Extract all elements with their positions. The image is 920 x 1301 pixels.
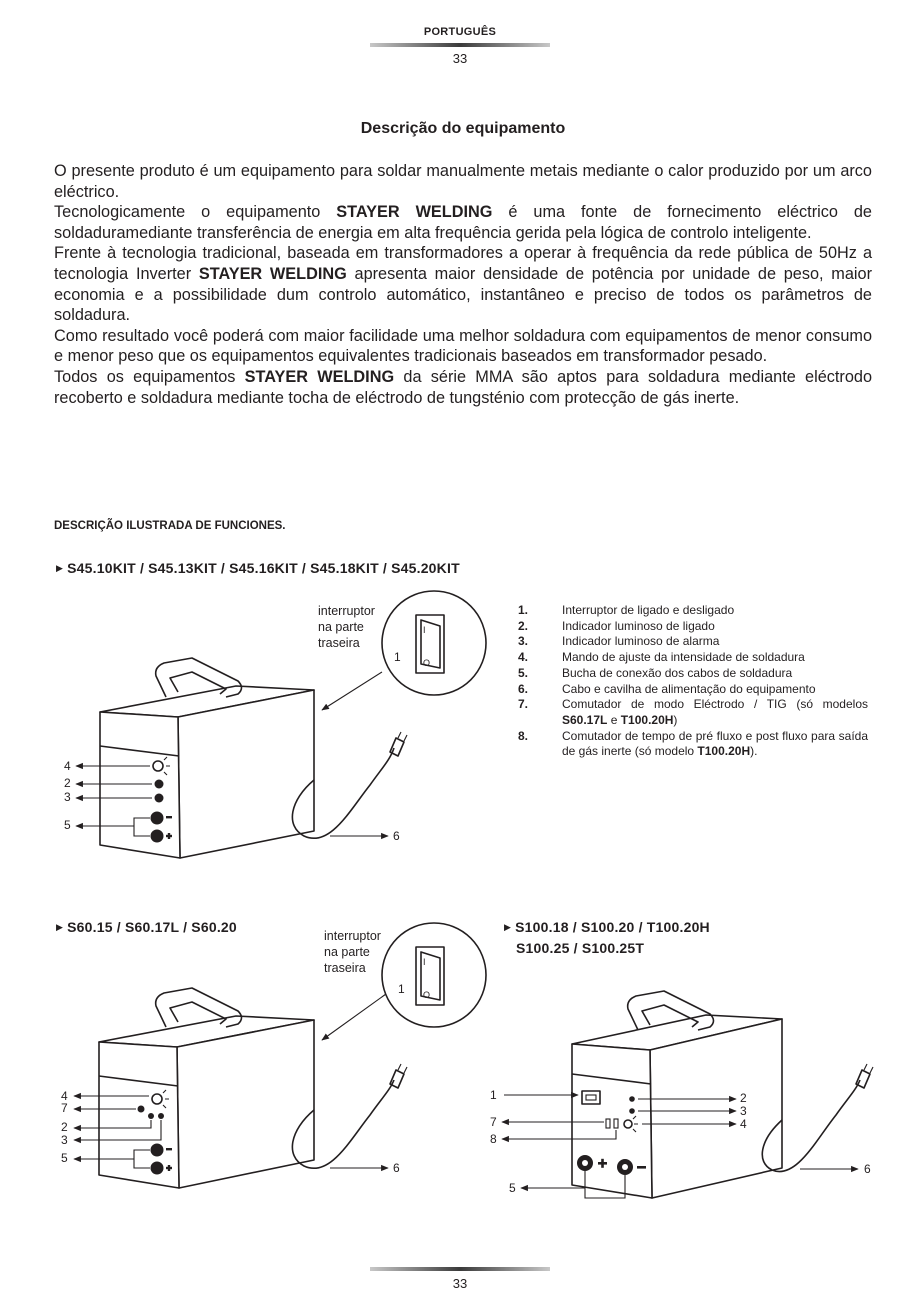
- alarm-indicator-icon: [629, 1108, 635, 1114]
- socket-plus-icon: [151, 830, 164, 843]
- mode-switch-icon: [138, 1106, 145, 1113]
- legend-item: 8. Comutador de tempo de pré fluxo e post fluxo para saída de gás inerte (só modelo T100.20H).: [518, 728, 868, 759]
- power-indicator-icon: [155, 780, 164, 789]
- footer-page-number: 33: [452, 1276, 468, 1291]
- machine-front: [99, 1042, 179, 1188]
- machine-front: [572, 1044, 652, 1198]
- callout-7: 7: [61, 1101, 68, 1115]
- illustrated-functions-heading: DESCRIÇÃO ILUSTRADA DE FUNCIONES.: [54, 520, 286, 532]
- callout-4: 4: [64, 759, 71, 773]
- callout-4: 4: [61, 1089, 68, 1103]
- welder-diagram-s100: [470, 985, 920, 1205]
- rear-switch-label-line3: traseira: [324, 961, 366, 975]
- rear-switch-label-line3: traseira: [318, 636, 360, 650]
- socket-minus-icon: [151, 812, 164, 825]
- legend-item: 7. Comutador de modo Eléctrodo / TIG (só modelos S60.17L e T100.20H): [518, 697, 868, 727]
- machine-side: [177, 1020, 314, 1188]
- header-divider: [370, 43, 550, 47]
- paragraph-3: Frente à tecnologia tradicional, baseada em transformadores a operar à frequência da rede pública de 50Hz a tecnologia Inverter STAYER WELDING apresenta maior densidade de potência por unidade de peso, maior economia e a possibilidade dum controlo automático, instantâneo e preciso de todos os parâmetros de soldadura.: [54, 244, 873, 325]
- switch-on-mark: I: [423, 957, 426, 967]
- power-indicator-icon: [148, 1113, 154, 1119]
- rear-switch-label-line2: na parte: [324, 945, 370, 959]
- callout-1: 1: [394, 650, 401, 664]
- callout-2: 2: [740, 1091, 747, 1105]
- legend-item: 3. Indicador luminoso de alarma: [518, 634, 720, 649]
- machine-side: [178, 690, 314, 858]
- switch-off-mark: O: [423, 658, 431, 668]
- welder-diagram-s45: [0, 590, 920, 860]
- legend-item: 2. Indicador luminoso de ligado: [518, 618, 715, 633]
- rear-switch-label-line1: interruptor: [324, 929, 381, 943]
- alarm-indicator-icon: [158, 1113, 164, 1119]
- triangle-bullet-icon: ▶: [56, 922, 64, 932]
- legend-item: 6. Cabo e cavilha de alimentação do equipamento: [518, 681, 816, 696]
- callout-6: 6: [393, 829, 400, 843]
- model-group-1-heading: ▶ S45.10KIT / S45.13KIT / S45.16KIT / S45.18KIT / S45.20KIT: [56, 560, 460, 576]
- brand-name: STAYER WELDING: [244, 367, 395, 386]
- callout-3: 3: [64, 790, 71, 804]
- socket-plus-icon: [151, 1162, 164, 1175]
- machine-side: [650, 1019, 782, 1198]
- callout-2: 2: [61, 1120, 68, 1134]
- plug-icon: [390, 1070, 404, 1088]
- paragraph-5: Todos os equipamentos STAYER WELDING da série MMA são aptos para soldadura mediante eléctrodo recoberto e soldadura mediante tocha de eléctrodo de tungsténio com protecção de gás inerte.: [54, 367, 872, 407]
- callout-2: 2: [64, 776, 71, 790]
- callout-5: 5: [64, 818, 71, 832]
- model-group-3-heading-line2: S100.25 / S100.25T: [516, 940, 645, 956]
- callout-1: 1: [490, 1088, 497, 1102]
- paragraph-4: Como resultado você poderá com maior facilidade uma melhor soldadura com equipamentos de menor consumo e menor peso que os equipamentos equivalentes tradicionais baseados em transformador pesado.: [54, 326, 872, 366]
- plug-icon: [856, 1070, 870, 1088]
- triangle-bullet-icon: ▶: [56, 563, 64, 573]
- switch-on-mark: I: [423, 625, 426, 635]
- model-group-2-heading: ▶ S60.15 / S60.17L / S60.20: [56, 919, 237, 935]
- triangle-bullet-icon: ▶: [504, 922, 512, 932]
- body-text: [54, 161, 872, 408]
- legend-item: 5. Bucha de conexão dos cabos de soldadura: [518, 665, 793, 680]
- callout-6: 6: [864, 1162, 871, 1176]
- callout-8: 8: [490, 1132, 497, 1146]
- header-page-number: 33: [452, 51, 468, 66]
- callout-3: 3: [740, 1104, 747, 1118]
- power-indicator-icon: [629, 1096, 635, 1102]
- model-group-3-heading: ▶ S100.18 / S100.20 / T100.20H: [504, 919, 710, 935]
- header-language: PORTUGUÊS: [423, 26, 497, 38]
- callout-5: 5: [61, 1151, 68, 1165]
- rear-switch-label-line1: interruptor: [318, 604, 375, 618]
- callout-7: 7: [490, 1115, 497, 1129]
- socket-minus-icon: [151, 1144, 164, 1157]
- welder-diagram-s60: [0, 925, 470, 1185]
- brand-name: STAYER WELDING: [336, 203, 493, 222]
- callout-5: 5: [509, 1181, 516, 1195]
- brand-name: STAYER WELDING: [198, 264, 347, 283]
- callout-3: 3: [61, 1133, 68, 1147]
- paragraph-2: Tecnologicamente o equipamento STAYER WELDING é uma fonte de fornecimento eléctrico de soldaduramediante transferência de energia em alta frequência gerida pela lógica de controlo inteligente.: [54, 203, 872, 242]
- plug-icon: [390, 738, 404, 756]
- legend-item: 4. Mando de ajuste da intensidade de soldadura: [518, 650, 805, 665]
- callout-4: 4: [740, 1117, 747, 1131]
- alarm-indicator-icon: [155, 794, 164, 803]
- legend-item: 1. Interruptor de ligado e desligado: [518, 603, 735, 617]
- section-title: Descrição do equipamento: [360, 120, 566, 137]
- callout-6: 6: [393, 1161, 400, 1175]
- paragraph-1: O presente produto é um equipamento para soldar manualmente metais mediante o calor produzido por um arco eléctrico.: [54, 162, 872, 201]
- rear-switch-label-line2: na parte: [318, 620, 364, 634]
- callout-1: 1: [398, 982, 405, 996]
- footer-divider: [370, 1267, 550, 1271]
- switch-off-mark: O: [423, 990, 431, 1000]
